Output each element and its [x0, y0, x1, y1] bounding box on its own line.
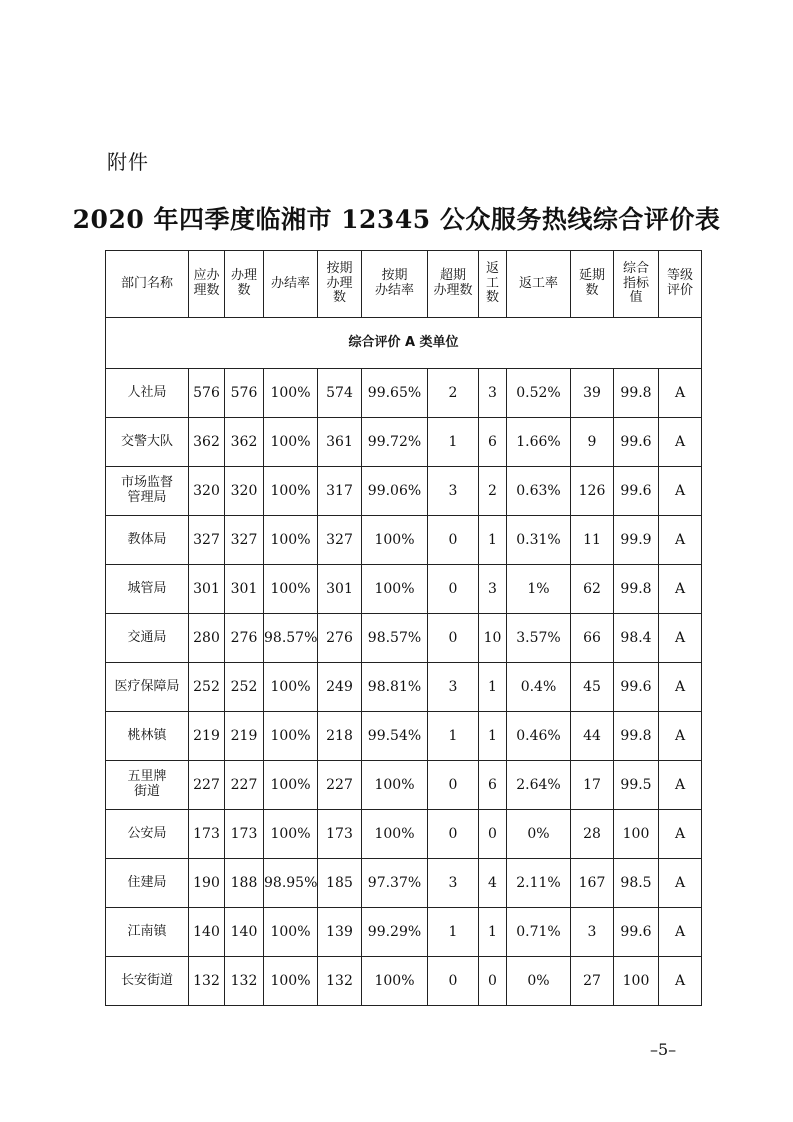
table-cell: 0.4% [507, 663, 571, 712]
table-cell: 1% [507, 565, 571, 614]
table-cell: 218 [318, 712, 362, 761]
department-name: 五里牌 街道 [106, 761, 189, 810]
column-header: 综合 指标 值 [614, 251, 659, 318]
department-name: 人社局 [106, 369, 189, 418]
table-cell: 99.65% [362, 369, 428, 418]
table-row [106, 369, 702, 418]
table-cell: A [659, 369, 702, 418]
table-cell: 132 [189, 957, 225, 1006]
table-cell: 100 [614, 810, 659, 859]
table-cell: 4 [479, 859, 507, 908]
table-cell: 100% [264, 761, 318, 810]
table-cell: 100% [362, 565, 428, 614]
table-cell: 3 [428, 663, 479, 712]
evaluation-table [105, 250, 702, 1006]
table-cell: 99.6 [614, 663, 659, 712]
table-cell: 132 [225, 957, 264, 1006]
table-cell: 99.72% [362, 418, 428, 467]
table-cell: 327 [189, 516, 225, 565]
column-header: 返 工 数 [479, 251, 507, 318]
table-cell: 100% [264, 957, 318, 1006]
column-header: 办理 数 [225, 251, 264, 318]
table-cell: 219 [189, 712, 225, 761]
department-name: 住建局 [106, 859, 189, 908]
table-cell: 100% [362, 516, 428, 565]
department-name: 教体局 [106, 516, 189, 565]
column-header: 办结率 [264, 251, 318, 318]
section-row [106, 318, 702, 369]
table-cell: 219 [225, 712, 264, 761]
column-header: 返工率 [507, 251, 571, 318]
table-cell: 320 [225, 467, 264, 516]
page-number: –5– [650, 1040, 677, 1059]
table-cell: A [659, 859, 702, 908]
table-cell: 0 [428, 614, 479, 663]
table-cell: 100 [614, 957, 659, 1006]
table-row [106, 957, 702, 1006]
table-cell: 99.6 [614, 908, 659, 957]
table-cell: 3 [479, 369, 507, 418]
table-cell: 1 [479, 663, 507, 712]
table-cell: 1 [479, 516, 507, 565]
table-cell: 0 [428, 516, 479, 565]
table-cell: 100% [264, 516, 318, 565]
table-cell: 1.66% [507, 418, 571, 467]
table-cell: 327 [318, 516, 362, 565]
table-cell: 1 [428, 418, 479, 467]
table-cell: 0.31% [507, 516, 571, 565]
table-cell: 276 [225, 614, 264, 663]
table-cell: 0% [507, 810, 571, 859]
table-row [106, 810, 702, 859]
table-cell: 99.8 [614, 712, 659, 761]
table-cell: 99.8 [614, 565, 659, 614]
table-header-row [106, 251, 702, 318]
table-cell: 3 [428, 467, 479, 516]
table-cell: 167 [571, 859, 614, 908]
table-cell: 100% [264, 467, 318, 516]
table-cell: 98.4 [614, 614, 659, 663]
department-name: 交通局 [106, 614, 189, 663]
table-cell: 320 [189, 467, 225, 516]
table-cell: 227 [318, 761, 362, 810]
table-cell: 100% [264, 810, 318, 859]
column-header: 部门名称 [106, 251, 189, 318]
table-cell: 576 [189, 369, 225, 418]
table-cell: 99.8 [614, 369, 659, 418]
table-cell: A [659, 810, 702, 859]
table-row [106, 565, 702, 614]
table-cell: 362 [225, 418, 264, 467]
table-cell: 139 [318, 908, 362, 957]
department-name: 公安局 [106, 810, 189, 859]
table-row [106, 516, 702, 565]
table-cell: A [659, 467, 702, 516]
table-cell: 317 [318, 467, 362, 516]
table-cell: 2 [428, 369, 479, 418]
table-cell: 99.6 [614, 418, 659, 467]
table-cell: 0 [428, 957, 479, 1006]
table-cell: 10 [479, 614, 507, 663]
table-cell: 301 [318, 565, 362, 614]
table-cell: 249 [318, 663, 362, 712]
department-name: 交警大队 [106, 418, 189, 467]
table-cell: 1 [428, 712, 479, 761]
table-cell: 100% [362, 761, 428, 810]
table-cell: 0 [479, 810, 507, 859]
table-cell: 6 [479, 418, 507, 467]
table-cell: 280 [189, 614, 225, 663]
table-row [106, 712, 702, 761]
table-cell: 28 [571, 810, 614, 859]
table-cell: 361 [318, 418, 362, 467]
table-cell: 0.46% [507, 712, 571, 761]
table-cell: 1 [428, 908, 479, 957]
department-name: 长安街道 [106, 957, 189, 1006]
table-cell: 576 [225, 369, 264, 418]
table-cell: A [659, 712, 702, 761]
table-cell: 3 [428, 859, 479, 908]
table-cell: 252 [225, 663, 264, 712]
table-cell: 99.6 [614, 467, 659, 516]
column-header: 延期 数 [571, 251, 614, 318]
table-cell: 1 [479, 712, 507, 761]
table-row [106, 467, 702, 516]
table-cell: 11 [571, 516, 614, 565]
department-name: 城管局 [106, 565, 189, 614]
table-cell: 39 [571, 369, 614, 418]
table-row [106, 663, 702, 712]
table-cell: 188 [225, 859, 264, 908]
table-cell: 252 [189, 663, 225, 712]
table-cell: 27 [571, 957, 614, 1006]
table-cell: A [659, 957, 702, 1006]
table-cell: 100% [264, 663, 318, 712]
table-cell: A [659, 663, 702, 712]
table-cell: 2 [479, 467, 507, 516]
table-row [106, 418, 702, 467]
column-header: 按期 办理 数 [318, 251, 362, 318]
table-cell: 1 [479, 908, 507, 957]
table-cell: 99.54% [362, 712, 428, 761]
department-name: 市场监督 管理局 [106, 467, 189, 516]
department-name: 医疗保障局 [106, 663, 189, 712]
table-cell: 140 [189, 908, 225, 957]
table-cell: 126 [571, 467, 614, 516]
table-cell: 0.52% [507, 369, 571, 418]
table-cell: 6 [479, 761, 507, 810]
table-cell: A [659, 516, 702, 565]
column-header: 按期 办结率 [362, 251, 428, 318]
table-cell: 100% [264, 418, 318, 467]
table-cell: 140 [225, 908, 264, 957]
table-cell: 0% [507, 957, 571, 1006]
table-cell: 99.29% [362, 908, 428, 957]
table-cell: 3 [571, 908, 614, 957]
table-cell: 0 [428, 810, 479, 859]
attachment-label: 附件 [107, 150, 149, 174]
table-cell: 327 [225, 516, 264, 565]
table-cell: 98.5 [614, 859, 659, 908]
table-cell: 98.57% [362, 614, 428, 663]
table-cell: 362 [189, 418, 225, 467]
table-cell: 98.57% [264, 614, 318, 663]
table-cell: 2.11% [507, 859, 571, 908]
table-cell: 99.5 [614, 761, 659, 810]
table-row [106, 761, 702, 810]
table-cell: 97.37% [362, 859, 428, 908]
table-cell: 301 [225, 565, 264, 614]
table-cell: 173 [189, 810, 225, 859]
table-cell: A [659, 614, 702, 663]
table-cell: 100% [264, 908, 318, 957]
table-cell: 227 [225, 761, 264, 810]
table-cell: 100% [264, 565, 318, 614]
table-cell: 99.9 [614, 516, 659, 565]
column-header: 超期 办理数 [428, 251, 479, 318]
table-cell: 185 [318, 859, 362, 908]
table-cell: 0.71% [507, 908, 571, 957]
table-cell: 0 [428, 761, 479, 810]
table-cell: 0 [428, 565, 479, 614]
department-name: 桃林镇 [106, 712, 189, 761]
table-cell: 100% [362, 810, 428, 859]
department-name: 江南镇 [106, 908, 189, 957]
table-cell: A [659, 565, 702, 614]
table-cell: 100% [264, 369, 318, 418]
table-cell: 100% [362, 957, 428, 1006]
table-cell: 9 [571, 418, 614, 467]
table-cell: 17 [571, 761, 614, 810]
table-cell: 99.06% [362, 467, 428, 516]
table-cell: 301 [189, 565, 225, 614]
table-row [106, 614, 702, 663]
table-cell: 44 [571, 712, 614, 761]
table-cell: 98.95% [264, 859, 318, 908]
table-cell: 3 [479, 565, 507, 614]
table-cell: 45 [571, 663, 614, 712]
table-cell: 3.57% [507, 614, 571, 663]
page-title: 2020 年四季度临湘市 12345 公众服务热线综合评价表 [72, 205, 721, 234]
table-cell: 0.63% [507, 467, 571, 516]
table-cell: A [659, 418, 702, 467]
table-row [106, 908, 702, 957]
column-header: 等级 评价 [659, 251, 702, 318]
table-cell: A [659, 761, 702, 810]
table-cell: 2.64% [507, 761, 571, 810]
table-cell: 0 [479, 957, 507, 1006]
table-cell: 173 [225, 810, 264, 859]
table-cell: 62 [571, 565, 614, 614]
table-cell: 574 [318, 369, 362, 418]
table-cell: 227 [189, 761, 225, 810]
table-cell: 276 [318, 614, 362, 663]
table-cell: 173 [318, 810, 362, 859]
table-cell: 98.81% [362, 663, 428, 712]
table-cell: 100% [264, 712, 318, 761]
table-cell: 190 [189, 859, 225, 908]
table-cell: 132 [318, 957, 362, 1006]
table-cell: A [659, 908, 702, 957]
table-row [106, 859, 702, 908]
section-label: 综合评价 A 类单位 [106, 318, 702, 369]
column-header: 应办 理数 [189, 251, 225, 318]
table-cell: 66 [571, 614, 614, 663]
